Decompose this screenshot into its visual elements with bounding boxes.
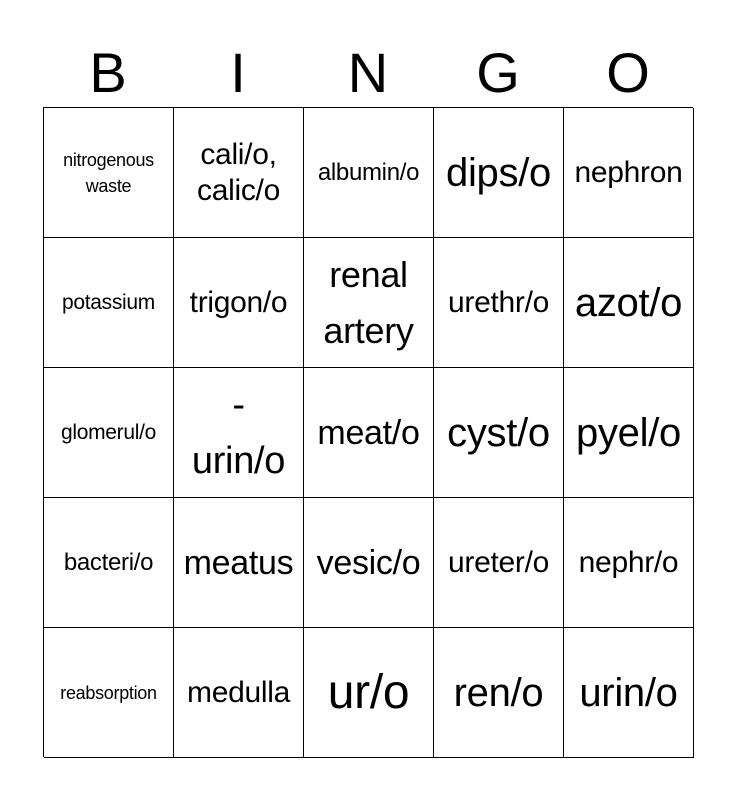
bingo-cell[interactable] (44, 368, 174, 498)
bingo-cell[interactable] (434, 498, 564, 628)
cell-text: meat/o (317, 413, 420, 452)
cell-text: urethr/o (448, 285, 549, 319)
cell-text: albumin/o (317, 158, 420, 186)
cell-text: ren/o (453, 670, 544, 715)
bingo-cell[interactable] (434, 368, 564, 498)
bingo-cell[interactable] (44, 498, 174, 628)
bingo-cell[interactable] (174, 628, 304, 758)
header-letter-o: O (606, 41, 650, 104)
cell-text: ur/o (327, 665, 410, 719)
cell-text: bacteri/o (63, 548, 154, 576)
cell-text: medulla (187, 675, 290, 709)
bingo-cell[interactable] (304, 108, 434, 238)
cell-text: nitrogenous waste (63, 149, 154, 196)
cell-text: nephron (574, 155, 683, 189)
bingo-cell[interactable] (564, 498, 694, 628)
cell-text: cali/o, calic/o (197, 137, 280, 207)
cell-text: glomerul/o (60, 420, 157, 444)
bingo-cell[interactable] (304, 628, 434, 758)
bingo-cell[interactable] (304, 368, 434, 498)
bingo-cell[interactable] (564, 368, 694, 498)
bingo-cell[interactable] (44, 238, 174, 368)
bingo-cell[interactable] (564, 628, 694, 758)
header-letter-b: B (89, 41, 127, 104)
bingo-cell[interactable] (304, 498, 434, 628)
cell-text: ureter/o (448, 545, 549, 579)
bingo-cell[interactable] (434, 238, 564, 368)
bingo-cell[interactable] (304, 238, 434, 368)
bingo-card-grid (43, 107, 693, 757)
cell-text: trigon/o (189, 285, 288, 319)
bingo-cell[interactable] (564, 238, 694, 368)
cell-text: - urin/o (191, 383, 286, 482)
bingo-cell[interactable] (434, 628, 564, 758)
header-letter-i: I (230, 41, 246, 104)
cell-text: renal artery (323, 253, 414, 351)
cell-text: vesic/o (316, 543, 421, 582)
bingo-cell[interactable] (44, 108, 174, 238)
cell-text: potassium (61, 290, 155, 314)
bingo-cell[interactable] (564, 108, 694, 238)
cell-text: dips/o (446, 150, 551, 195)
header-letter-g: G (476, 41, 520, 104)
cell-text: nephr/o (578, 545, 679, 579)
bingo-cell[interactable] (174, 108, 304, 238)
bingo-cell[interactable] (44, 628, 174, 758)
bingo-cell[interactable] (174, 368, 304, 498)
cell-text: reabsorption (60, 682, 157, 703)
bingo-cell[interactable] (174, 498, 304, 628)
header-letter-n: N (347, 41, 389, 104)
cell-text: cyst/o (447, 410, 550, 455)
cell-text: pyel/o (576, 410, 681, 455)
cell-text: urin/o (579, 670, 678, 715)
cell-text: meatus (183, 543, 294, 582)
bingo-cell[interactable] (174, 238, 304, 368)
cell-text: azot/o (574, 280, 683, 325)
bingo-cell[interactable] (434, 108, 564, 238)
bingo-header (43, 40, 693, 106)
